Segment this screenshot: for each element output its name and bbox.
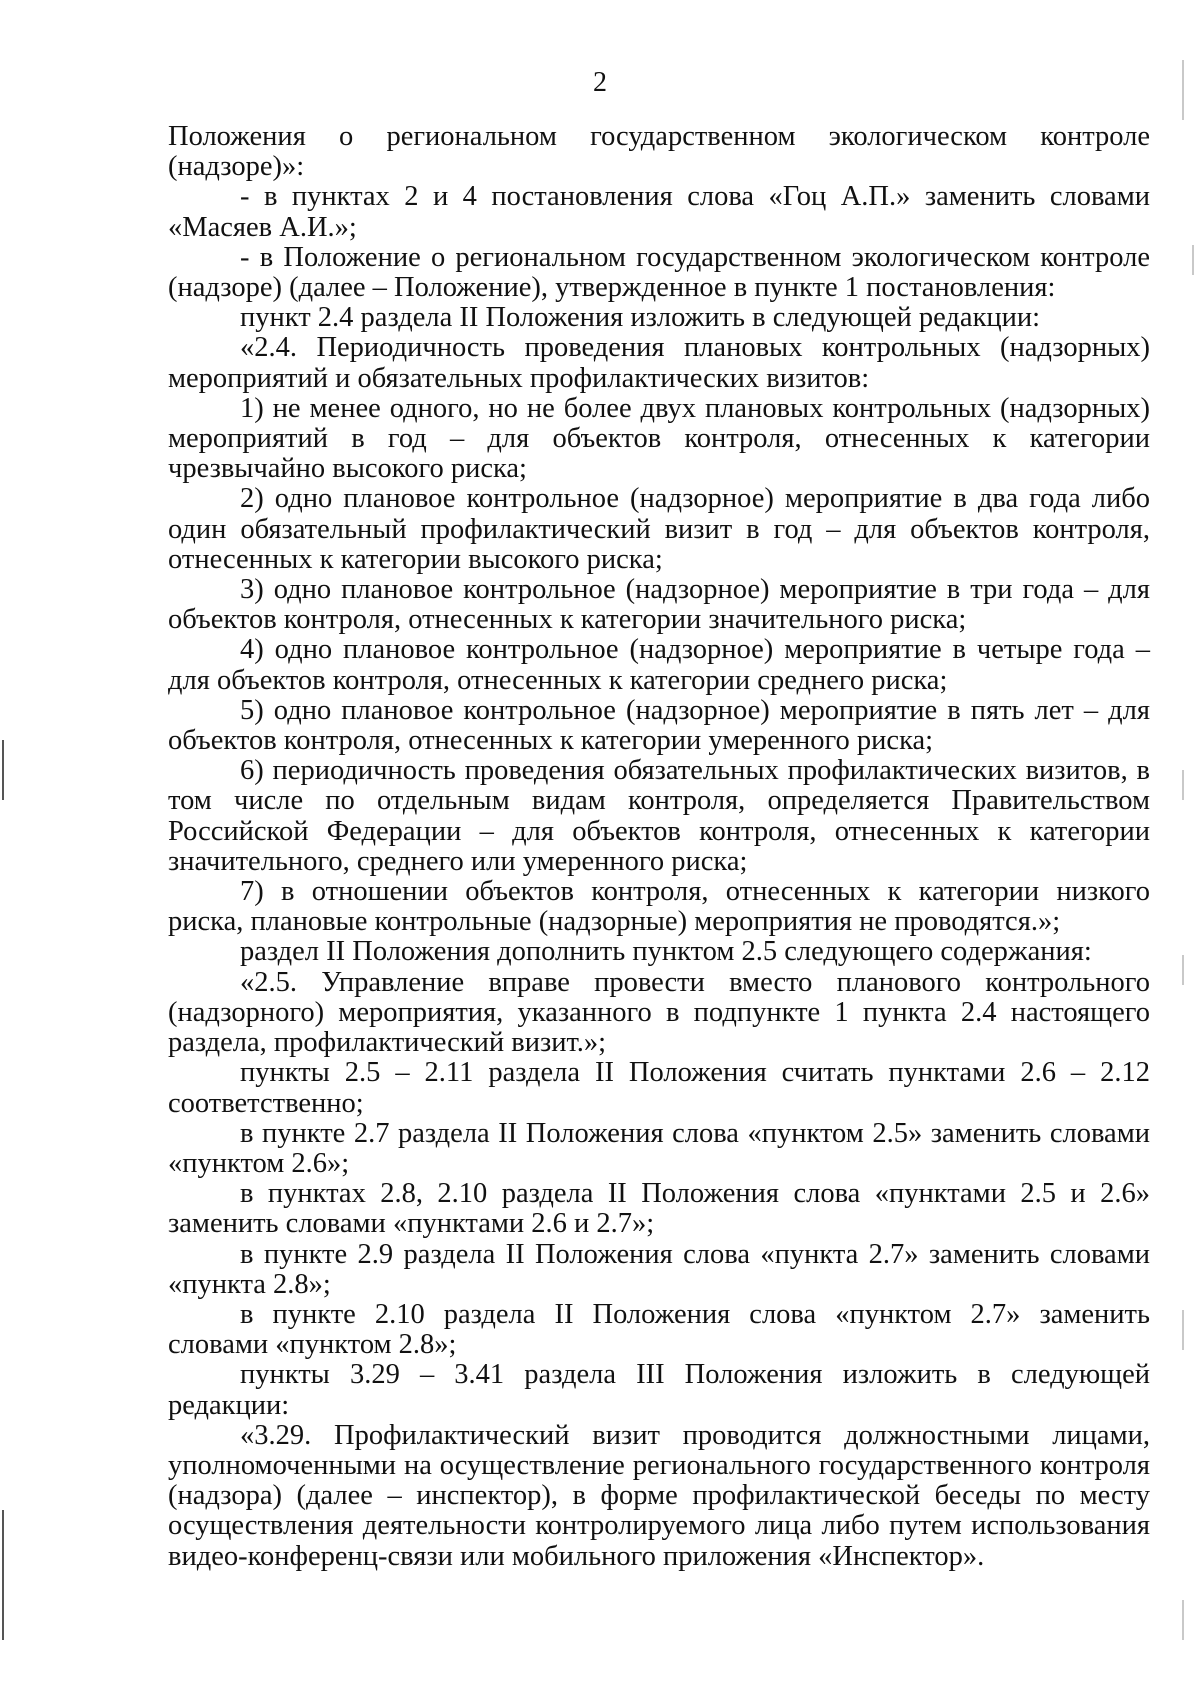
scan-artifact [1192,245,1194,275]
paragraph: пункты 3.29 – 3.41 раздела III Положения изложить в следующей редакции: [168,1359,1150,1421]
paragraph: в пункте 2.10 раздела II Положения слова «пунктом 2.7» заменить словами «пунктом 2.8»; [168,1298,1150,1361]
paragraph: - в Положение о региональном государственном экологическом контроле (надзоре) (далее – Положение), утвержденное в пункте 1 постановления: [168,241,1150,304]
paragraph: 7) в отношении объектов контроля, отнесенных к категории низкого риска, плановые контрольные (надзорные) мероприятия не проводятся.»; [168,876,1150,938]
scan-artifact [1182,60,1184,120]
paragraph: - в пунктах 2 и 4 постановления слова «Гоц А.П.» заменить словами «Масяев А.И.»; [168,181,1150,243]
scan-edge-line [2,740,4,800]
paragraph: «3.29. Профилактический визит проводится должностными лицами, уполномоченными на осуществление регионального государственного контроля (надзора) (далее – инспектор), в форме профилактической беседы по месту осуществления деятельности контролируемого лица либо путем использования видео-конференц-связи или мобильного приложения «Инспектор». [168,1419,1150,1572]
paragraph: «2.5. Управление вправе провести вместо планового контрольного (надзорного) мероприятия, указанного в подпункте 1 пункта 2.4 настоящего раздела, профилактический визит.»; [168,966,1150,1059]
page-number: 2 [593,67,607,98]
paragraph: в пунктах 2.8, 2.10 раздела II Положения слова «пунктами 2.5 и 2.6» заменить словами «пунктами 2.6 и 2.7»; [168,1178,1150,1240]
paragraph: в пункте 2.7 раздела II Положения слова «пунктом 2.5» заменить словами «пунктом 2.6»; [168,1117,1150,1179]
scan-artifact [1182,1310,1184,1350]
paragraph: 1) не менее одного, но не более двух плановых контрольных (надзорных) мероприятий в год – для объектов контроля, отнесенных к категории чрезвычайно высокого риска; [168,392,1150,485]
paragraph: пункты 2.5 – 2.11 раздела II Положения считать пунктами 2.6 – 2.12 соответственно; [168,1057,1150,1119]
paragraph: раздел II Положения дополнить пунктом 2.5 следующего содержания: [240,936,1092,968]
paragraph: в пункте 2.9 раздела II Положения слова «пункта 2.7» заменить словами «пункта 2.8»; [168,1238,1150,1300]
paragraph: «2.4. Периодичность проведения плановых контрольных (надзорных) мероприятий и обязательных профилактических визитов: [168,332,1150,394]
scan-artifact [1182,955,1184,985]
scan-edge-line [2,1510,4,1640]
scan-artifact [1182,770,1184,800]
paragraph: 5) одно плановое контрольное (надзорное) мероприятие в пять лет – для объектов контроля, отнесенных к категории умеренного риска; [168,694,1150,757]
document-body [168,122,1150,1572]
paragraph: пункт 2.4 раздела II Положения изложить в следующей редакции: [240,302,1041,334]
paragraph: 4) одно плановое контрольное (надзорное) мероприятие в четыре года – для объектов контроля, отнесенных к категории среднего риска; [168,634,1150,696]
paragraph: 6) периодичность проведения обязательных профилактических визитов, в том числе по отдельным видам контроля, определяется Правительством Российской Федерации – для объектов контроля, отнесенных к категории значительного, среднего или умеренного риска; [168,755,1150,877]
paragraph: 2) одно плановое контрольное (надзорное) мероприятие в два года либо один обязательный профилактический визит в год – для объектов контроля, отнесенных к категории высокого риска; [168,483,1150,575]
scan-artifact [1182,1600,1184,1640]
paragraph: 3) одно плановое контрольное (надзорное) мероприятие в три года – для объектов контроля, отнесенных к категории значительного риска; [168,574,1150,636]
paragraph: Положения о региональном государственном экологическом контроле (надзоре)»: [168,121,1150,183]
